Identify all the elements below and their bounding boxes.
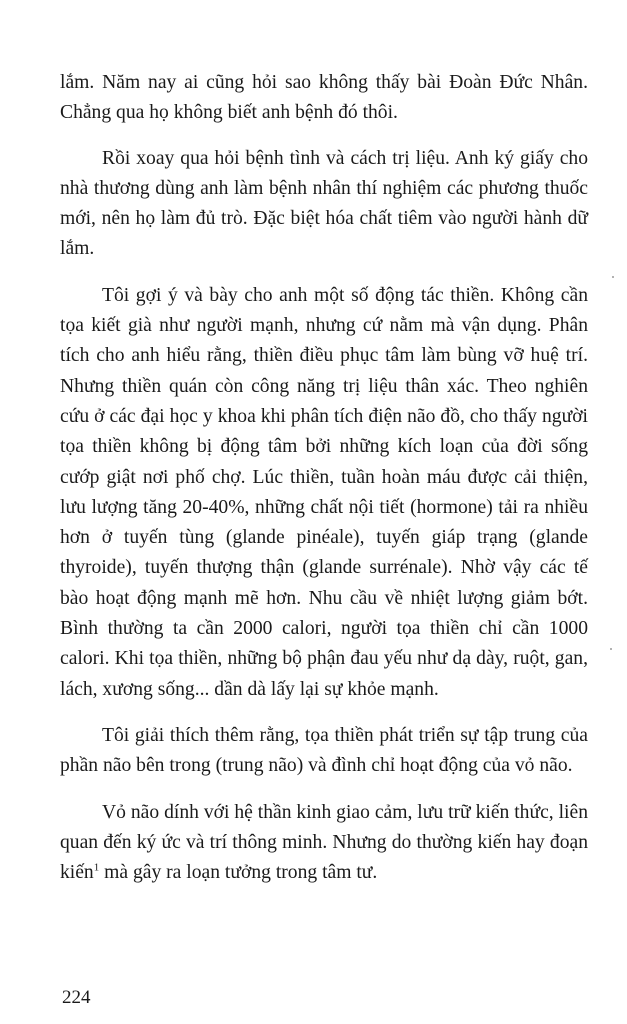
scan-speck — [610, 648, 612, 650]
paragraph-continued: lắm. Năm nay ai cũng hỏi sao không thấy bài Đoàn Đức Nhân. Chẳng qua họ không biết anh bệnh đó thôi. — [60, 72, 588, 124]
paragraph-meditation-benefits: Tôi gợi ý và bày cho anh một số động tác thiền. Không cần tọa kiết già như người mạnh, nhưng cứ nằm mà vận dụng. Phân tích cho anh hiểu rằng, thiền điều phục tâm làm bùng vỡ huệ trí. Nhưng thiền quán còn công năng trị liệu thân xác. Theo nghiên cứu ở các đại học y khoa khi phân tích điện não đồ, cho thấy người tọa thiền không bị động tâm bởi những kích loạn của đời sống cướp giật nơi phố chợ. Lúc thiền, tuần hoàn máu được cải thiện, lưu lượng tăng 20-40%, những chất nội tiết (hormone) tải ra nhiều hơn ở tuyến tùng (glande pinéale), tuyến giáp trạng (glande thyroide), tuyến thượng thận (glande surrénale). Nhờ vậy các tế bào hoạt động mạnh mẽ hơn. Nhu cầu về nhiệt lượng giảm bớt. Bình thường ta cần 2000 calori, người tọa thiền chỉ cần 1000 calori. Khi tọa thiền, những bộ phận đau yếu như dạ dày, ruột, gan, lách, xương sống... dần dà lấy lại sự khỏe mạnh. — [60, 284, 588, 700]
paragraph-cortex — [60, 798, 588, 889]
paragraph-cortex-text: Vỏ não dính với hệ thần kinh giao cảm, lưu trữ kiến thức, liên quan đến ký ức và trí thông minh. Nhưng do thường kiến hay đoạn kiến — [60, 801, 588, 884]
body-text — [60, 68, 588, 888]
paragraph-brain-explanation: Tôi giải thích thêm rằng, tọa thiền phát triển sự tập trung của phần não bên trong (trung não) và đình chỉ hoạt động của vỏ não. — [60, 724, 588, 777]
page-number: 224 — [62, 987, 91, 1008]
footnote-marker: 1 — [93, 861, 100, 874]
paragraph-treatment: Rồi xoay qua hỏi bệnh tình và cách trị liệu. Anh ký giấy cho nhà thương dùng anh làm bệnh nhân thí nghiệm các phương thuốc mới, nên họ làm đủ trò. Đặc biệt hóa chất tiêm vào người hành dữ lắm. — [60, 147, 588, 260]
paragraph-cortex-text-end: mà gây ra loạn tưởng trong tâm tư. — [99, 862, 378, 884]
scan-speck — [612, 276, 614, 278]
